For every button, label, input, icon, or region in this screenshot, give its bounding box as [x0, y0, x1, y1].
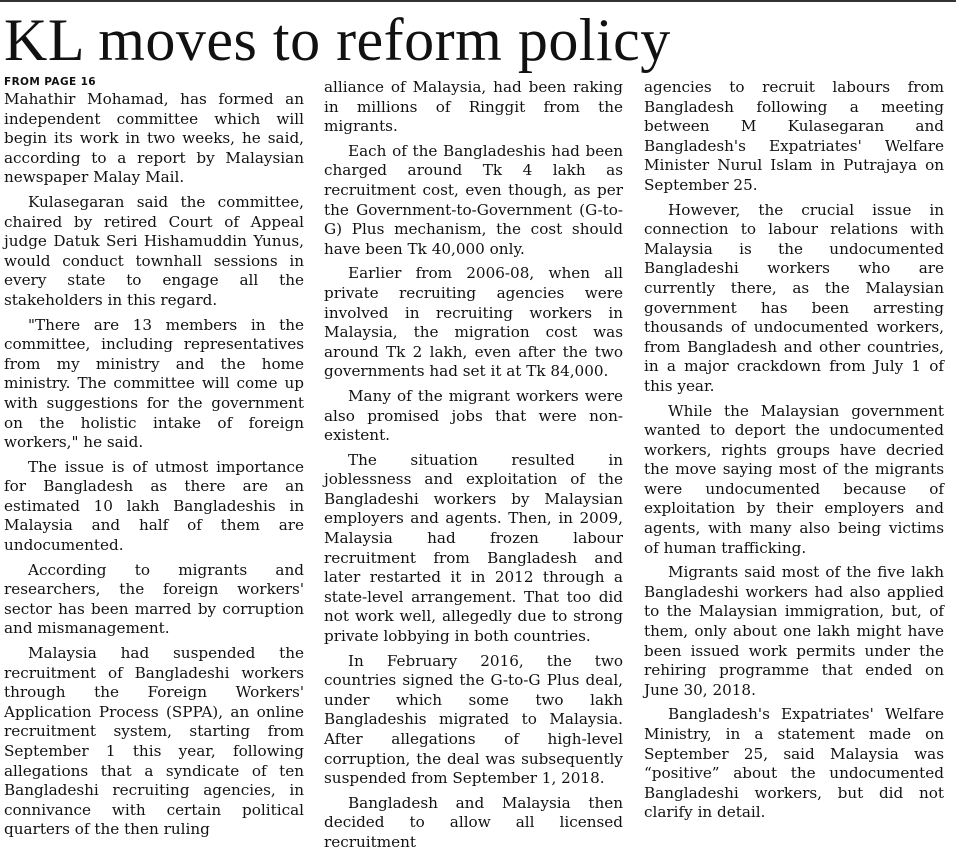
- paragraph: Each of the Bangladeshis had been charged around Tk 4 lakh as recruitment cost, even though, as per the Government-to-Government (G-to-G) Plus mechanism, the cost should have been Tk 40,000 only.: [324, 141, 623, 258]
- paragraph: The situation resulted in joblessness and exploitation of the Bangladeshi workers by Malaysian employers and agents. Then, in 2009, Malaysia had frozen labour recruitment from Bangladesh and later restarted it in 2012 through a state-level arrangement. That too did not work well, allegedly due to strong private lobbying in both countries.: [324, 450, 623, 646]
- headline: KL moves to reform policy: [4, 7, 671, 73]
- paragraph: alliance of Malaysia, had been raking in millions of Ringgit from the migrants.: [324, 78, 623, 136]
- column-2: [324, 78, 623, 851]
- column-3: [644, 78, 944, 822]
- paragraph: Bangladesh's Expatriates' Welfare Ministry, in a statement made on September 25, said Malaysia was “positive” about the undocumented Bangladeshi workers, but did not clarify in detail.: [644, 705, 944, 822]
- paragraph: In February 2016, the two countries signed the G-to-G Plus deal, under which some two lakh Bangladeshis migrated to Malaysia. After allegations of high-level corruption, the deal was subsequently suspended from September 1, 2018.: [324, 651, 623, 788]
- paragraph: The issue is of utmost importance for Bangladesh as there are an estimated 10 lakh Bangladeshis in Malaysia and half of them are undocumented.: [4, 457, 304, 555]
- paragraph: Malaysia had suspended the recruitment of Bangladeshi workers through the Foreign Workers' Application Process (SPPA), an online recruitment system, starting from September 1 this year, following allegations that a syndicate of ten Bangladeshi recruiting agencies, in connivance with certain political quarters of the then ruling: [4, 644, 304, 839]
- paragraph: "There are 13 members in the committee, including representatives from my ministry and the home ministry. The committee will come up with suggestions for the government on the holistic intake of foreign workers," he said.: [4, 315, 304, 452]
- paragraph: Kulasegaran said the committee, chaired by retired Court of Appeal judge Datuk Seri Hishamuddin Yunus, would conduct townhall sessions in every state to engage all the stakeholders in this regard.: [4, 192, 304, 309]
- paragraph: agencies to recruit labours from Bangladesh following a meeting between M Kulasegaran and Bangladesh's Expatriates' Welfare Minister Nurul Islam in Putrajaya on September 25.: [644, 78, 944, 194]
- paragraph: Mahathir Mohamad, has formed an independent committee which will begin its work in two weeks, he said, according to a report by Malaysian newspaper Malay Mail.: [4, 90, 304, 187]
- paragraph: Migrants said most of the five lakh Bangladeshi workers had also applied to the Malaysian immigration, but, of them, only about one lakh might have been issued work permits under the rehiring programme that ended on June 30, 2018.: [644, 563, 944, 699]
- paragraph: Earlier from 2006-08, when all private recruiting agencies were involved in recruiting workers in Malaysia, the migration cost was around Tk 2 lakh, even after the two governments had set it at Tk 84,000.: [324, 264, 623, 381]
- top-rule: [0, 0, 956, 2]
- paragraph: Many of the migrant workers were also promised jobs that were non-existent.: [324, 386, 623, 445]
- paragraph: Bangladesh and Malaysia then decided to allow all licensed recruitment: [324, 793, 623, 851]
- column-1: [4, 76, 304, 839]
- paragraph: However, the crucial issue in connection to labour relations with Malaysia is the undocumented Bangladeshi workers who are currently there, as the Malaysian government has been arresting thousands of undocumented workers, from Bangladesh and other countries, in a major crackdown from July 1 of this year.: [644, 200, 944, 395]
- paragraph: According to migrants and researchers, the foreign workers' sector has been marred by corruption and mismanagement.: [4, 560, 304, 638]
- paragraph: While the Malaysian government wanted to deport the undocumented workers, rights groups have decried the move saying most of the migrants were undocumented because of exploitation by their employers and agents, with many also being victims of human trafficking.: [644, 401, 944, 557]
- dateline: FROM PAGE 16: [4, 76, 97, 88]
